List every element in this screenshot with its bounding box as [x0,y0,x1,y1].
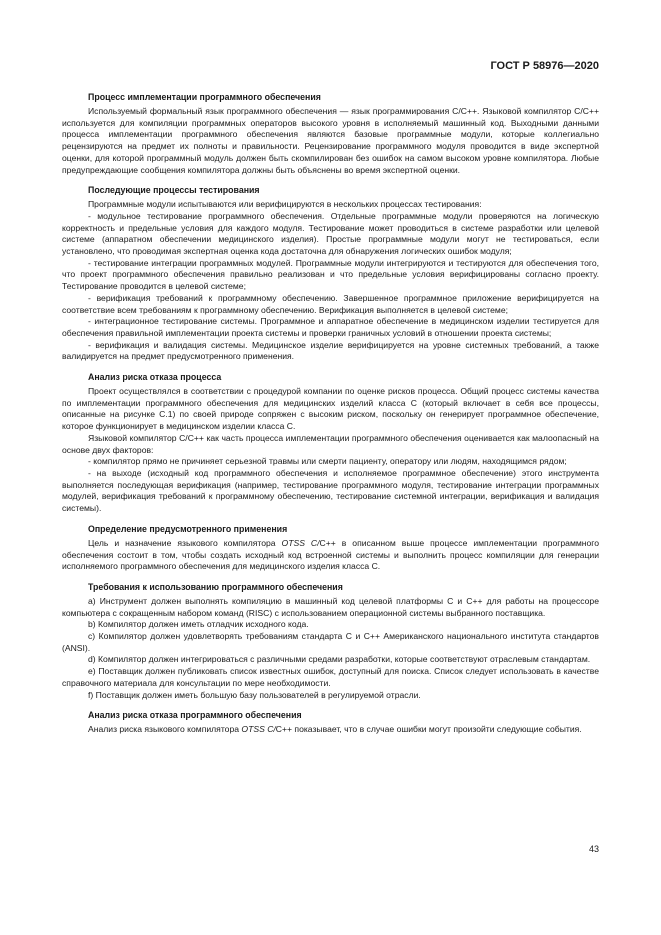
document-body [62,92,599,745]
section-software-risk [62,710,599,736]
document-header: ГОСТ Р 58976—2020 [490,60,599,72]
list-item: - верификация и валидация системы. Медицинское изделие верифицируется на уровне системных требований, а также валидируется на предмет предусмотренного применения. [62,339,599,362]
section-title: Процесс имплементации программного обеспечения [88,92,321,102]
list-item: c) Компилятор должен удовлетворять требованиям стандарта C и C++ Американского национального института стандартов (ANSI). [62,631,599,653]
list-item: f) Поставщик должен иметь большую базу пользователей в регулируемой отрасли. [88,689,421,700]
list-item: b) Компилятор должен иметь отладчик исходного кода. [88,619,309,630]
section-implementation [62,92,599,176]
paragraph: Анализ риска языкового компилятора OTSS C/C++ показывает, что в случае ошибки могут произойти следующие события. [88,724,582,735]
page-number: 43 [588,844,599,854]
list-item: - интеграционное тестирование системы. Программное и аппаратное обеспечение в медицинском изделии тестируется для обеспечения правильной имплементации проекта системы и проверки граничных условий в отношении проекта системы; [62,316,599,338]
section-intended-use [62,524,599,573]
list-item: a) Инструмент должен выполнять компиляцию в машинный код целевой платформы C и C++ для работы на процессоре компьютера с сокращенным набором команд (RISC) с использованием операционной системы выбранного поставщика. [62,595,599,618]
section-process-risk [62,372,599,515]
paragraph: Цель и назначение языкового компилятора OTSS C/C++ в описанном выше процессе имплементации программного обеспечения состоит в том, чтобы создать исходный код встроенной системы и выполнить процесс компиляции для генерации исполняемого программного обеспечения для медицинского изделия класса C. [62,537,600,572]
list-item: - тестирование интеграции программных модулей. Программные модули интегрируются и тестируются для обеспечения того, что проект программного обеспечения правильно реализован и что предельные условия верифицированы согласно проекту. Тестирование проводится в целевой системе; [62,257,599,292]
list-item: - компилятор прямо не причиняет серьезной травмы или смерти пациенту, оператору или людям, находящимся рядом; [88,456,567,467]
paragraph: Языковой компилятор C/C++ как часть процесса имплементации программного обеспечения оценивается как малоопасный на основе двух факторов: [62,432,599,455]
list-item: - на выходе (исходный код программного обеспечения и исполняемое программное обеспечение) этого инструмента выполняется последующая верификация (например, тестирование программного модуля, тестирование интеграции программных модулей, верификация требований к программному обеспечению, тестирование системной интеграции, верификация и валидация системы). [62,467,599,514]
paragraph: Программные модули испытываются или верифицируются в нескольких процессах тестирования: [88,199,482,210]
list-item: - верификация требований к программному обеспечению. Завершенное программное приложение верифицируется на соответствие всем требованиям к программному обеспечению. Верификация выполняется в целевой системе; [62,292,599,315]
section-testing [62,185,599,363]
section-title: Последующие процессы тестирования [88,185,260,196]
list-item: - модульное тестирование программного обеспечения. Отдельные программные модули проверяются на логическую корректность и предельные условия для каждого модуля. Тестирование может проводиться в системе разработки или целевой системе (аппаратном обеспечении медицинского изделия). Простые программные модули могут не тестироваться, если установлено, что проводимая экспертная оценка кода достаточна для обнаружения логических ошибок модуля; [62,210,599,257]
section-title: Определение предусмотренного применения [88,523,288,534]
paragraph: Используемый формальный язык программного обеспечения — язык программирования C/C++. Языковой компилятор C/C++ используется для компиляции программных операторов высокого уровня в исполняемый машинный код. Выходными данными процесса имплементации программного обеспечения являются базовые программные модули, которые коллегиально рецензируются на предмет их полноты и правильности. Рецензирование программного модуля проводится в виде экспертной оценки, для которой программный модуль должен быть скомпилирован без ошибок на самом высоком уровне компилятора. Любые предупреждающие сообщения компилятора должны быть объяснены во время экспертной оценки. [62,106,599,175]
list-item: d) Компилятор должен интегрироваться с различными средами разработки, которые соответствуют отраслевым стандартам. [88,654,591,665]
section-title: Анализ риска отказа программного обеспечения [88,710,302,721]
section-title: Требования к использованию программного обеспечения [88,581,343,592]
paragraph: Проект осуществлялся в соответствии с процедурой компании по оценке рисков процесса. Общий процесс системы качества по имплементации программного обеспечения для медицинских изделий класса C (который включает в себя все процессы, описанные на рисунке C.1) по своей природе сопряжен с высоким риском, поскольку он генерирует программное обеспечение, которое функционирует в медицинском изделии класса C. [62,386,599,432]
section-title: Анализ риска отказа процесса [88,372,222,383]
section-requirements [62,582,599,701]
list-item: e) Поставщик должен публиковать список известных ошибок, доступный для поиска. Список следует использовать в качестве справочного материала для консультации по мере необходимости. [62,666,599,688]
